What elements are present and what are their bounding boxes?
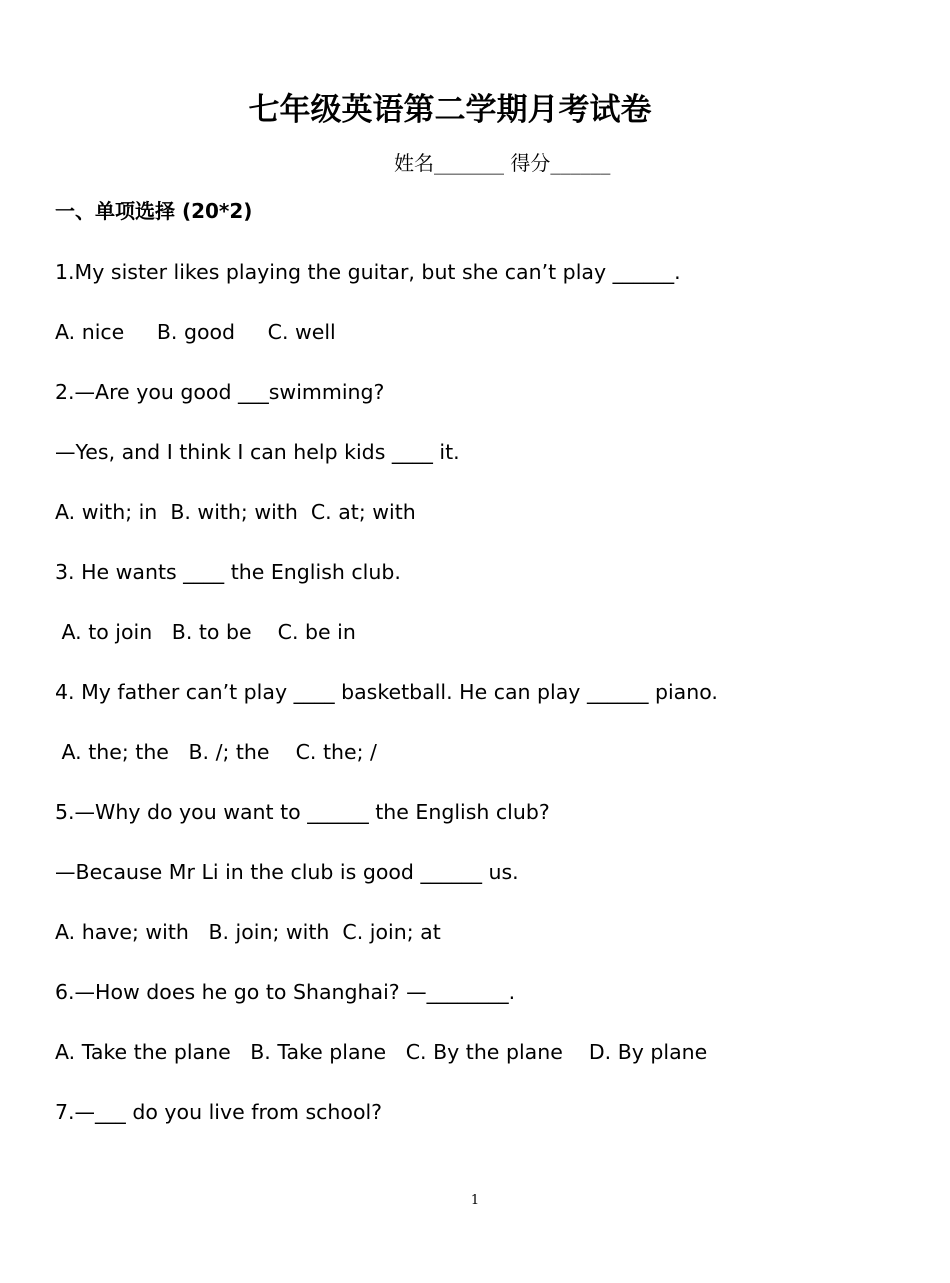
exam-title: 七年级英语第二学期月考试卷: [248, 92, 652, 128]
page-number: 1: [470, 1193, 480, 1208]
question-4-options: A. the; the B. /; the C. the; /: [55, 740, 377, 764]
question-3: 3. He wants ____ the English club.: [55, 560, 401, 584]
question-7: 7.—___ do you live from school?: [55, 1100, 383, 1124]
question-4: 4. My father can’t play ____ basketball. He can play ______ piano.: [55, 680, 718, 704]
question-6: 6.—How does he go to Shanghai? —________.: [55, 980, 516, 1004]
name-score-line: 姓名_______ 得分______: [394, 151, 611, 175]
section-heading: 一、单项选择 (20*2): [55, 199, 253, 223]
question-2-reply: —Yes, and I think I can help kids ____ it.: [55, 440, 460, 464]
question-2: 2.—Are you good ___swimming?: [55, 380, 385, 404]
question-5-reply: —Because Mr Li in the club is good ______ us.: [55, 860, 519, 884]
question-1-options: A. nice B. good C. well: [55, 320, 336, 344]
question-2-options: A. with; in B. with; with C. at; with: [55, 500, 416, 524]
question-5-options: A. have; with B. join; with C. join; at: [55, 920, 441, 944]
question-1: 1.My sister likes playing the guitar, but she can’t play ______.: [55, 260, 681, 284]
question-3-options: A. to join B. to be C. be in: [55, 620, 356, 644]
question-5: 5.—Why do you want to ______ the English club?: [55, 800, 550, 824]
question-6-options: A. Take the plane B. Take plane C. By the plane D. By plane: [55, 1040, 708, 1064]
